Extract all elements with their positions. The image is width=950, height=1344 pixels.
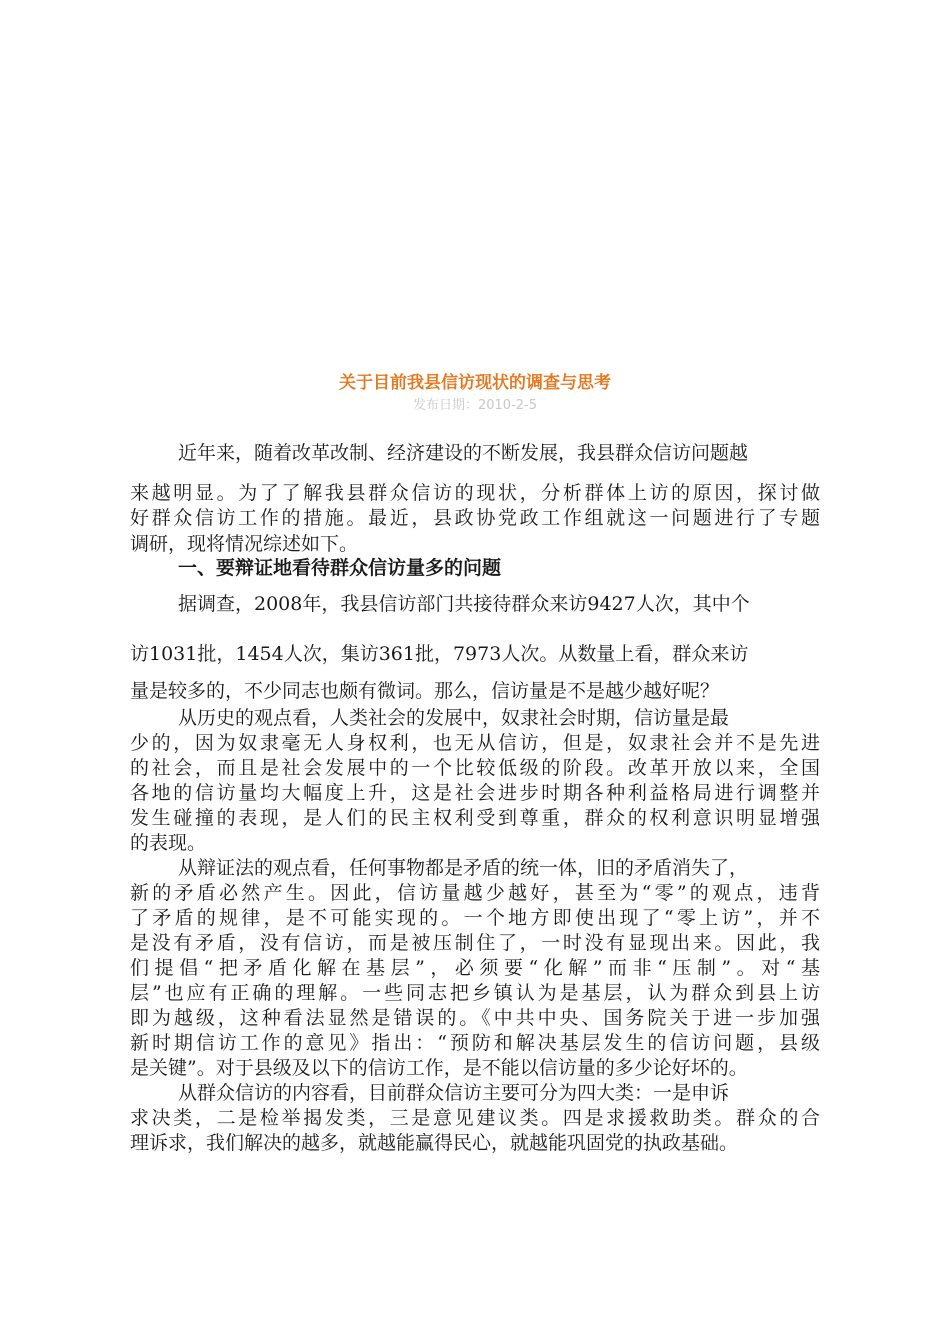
paragraph-line: 少的，因为奴隶毫无人身权利，也无从信访，但是，奴隶社会并不是先进 — [130, 732, 820, 754]
paragraph-line: 好群众信访工作的措施。最近，县政协党政工作组就这一问题进行了专题 — [130, 507, 820, 529]
paragraph-line: 理诉求，我们解决的越多，就越能赢得民心，就越能巩固党的执政基础。 — [130, 1132, 739, 1154]
paragraph-line: 来越明显。为了了解我县群众信访的现状，分析群体上访的原因，探讨做 — [130, 482, 820, 504]
paragraph-line: 据调查，2008年，我县信访部门共接待群众来访9427人次，其中个 — [178, 593, 750, 615]
section-heading: 一、要辩证地看待群众信访量多的问题 — [178, 557, 502, 579]
article-title: 关于目前我县信访现状的调查与思考 — [339, 373, 611, 393]
paragraph-line: 从群众信访的内容看，目前群众信访主要可分为四大类：一是申诉 — [178, 1082, 730, 1104]
paragraph-line: 的表现。 — [130, 832, 207, 854]
paragraph-line: 量是较多的，不少同志也颇有微词。那么，信访量是不是越少越好呢？ — [130, 680, 720, 702]
paragraph-line: 调研，现将情况综述如下。 — [130, 533, 359, 555]
paragraph-line: 即为越级，这种看法显然是错误的。《中共中央、国务院关于进一步加强 — [130, 1007, 820, 1029]
paragraph-line: 发生碰撞的表现，是人们的民主权利受到尊重，群众的权利意识明显增强 — [130, 807, 820, 829]
publish-date: 发布日期：2010-2-5 — [412, 398, 537, 413]
paragraph-line: 了矛盾的规律，是不可能实现的。一个地方即使出现了“零上访”，并不 — [130, 907, 820, 929]
paragraph-line: 是关键”。对于县级及以下的信访工作，是不能以信访量的多少论好坏的。 — [130, 1057, 748, 1079]
paragraph-line: 从历史的观点看，人类社会的发展中，奴隶社会时期，信访量是最 — [178, 707, 730, 729]
paragraph-line: 新的矛盾必然产生。因此，信访量越少越好，甚至为“零”的观点，违背 — [130, 882, 820, 904]
paragraph-line: 近年来，随着改革改制、经济建设的不断发展，我县群众信访问题越 — [178, 442, 749, 464]
paragraph-line: 们提倡“把矛盾化解在基层”，必须要“化解”而非“压制”。对“基 — [130, 957, 820, 979]
paragraph-line: 求决类，二是检举揭发类，三是意见建议类。四是求援救助类。群众的合 — [130, 1107, 820, 1129]
paragraph-line: 新时期信访工作的意见》指出：“预防和解决基层发生的信访问题，县级 — [130, 1032, 820, 1054]
paragraph-line: 的社会，而且是社会发展中的一个比较低级的阶段。改革开放以来，全国 — [130, 757, 820, 779]
paragraph-line: 是没有矛盾，没有信访，而是被压制住了，一时没有显现出来。因此，我 — [130, 932, 820, 954]
paragraph-line: 访1031批，1454人次，集访361批，7973人次。从数量上看，群众来访 — [130, 643, 749, 665]
paragraph-line: 各地的信访量均大幅度上升，这是社会进步时期各种利益格局进行调整并 — [130, 782, 820, 804]
paragraph-line: 层”也应有正确的理解。一些同志把乡镇认为是基层，认为群众到县上访 — [130, 982, 820, 1004]
paragraph-line: 从辩证法的观点看，任何事物都是矛盾的统一体，旧的矛盾消失了， — [178, 857, 749, 879]
